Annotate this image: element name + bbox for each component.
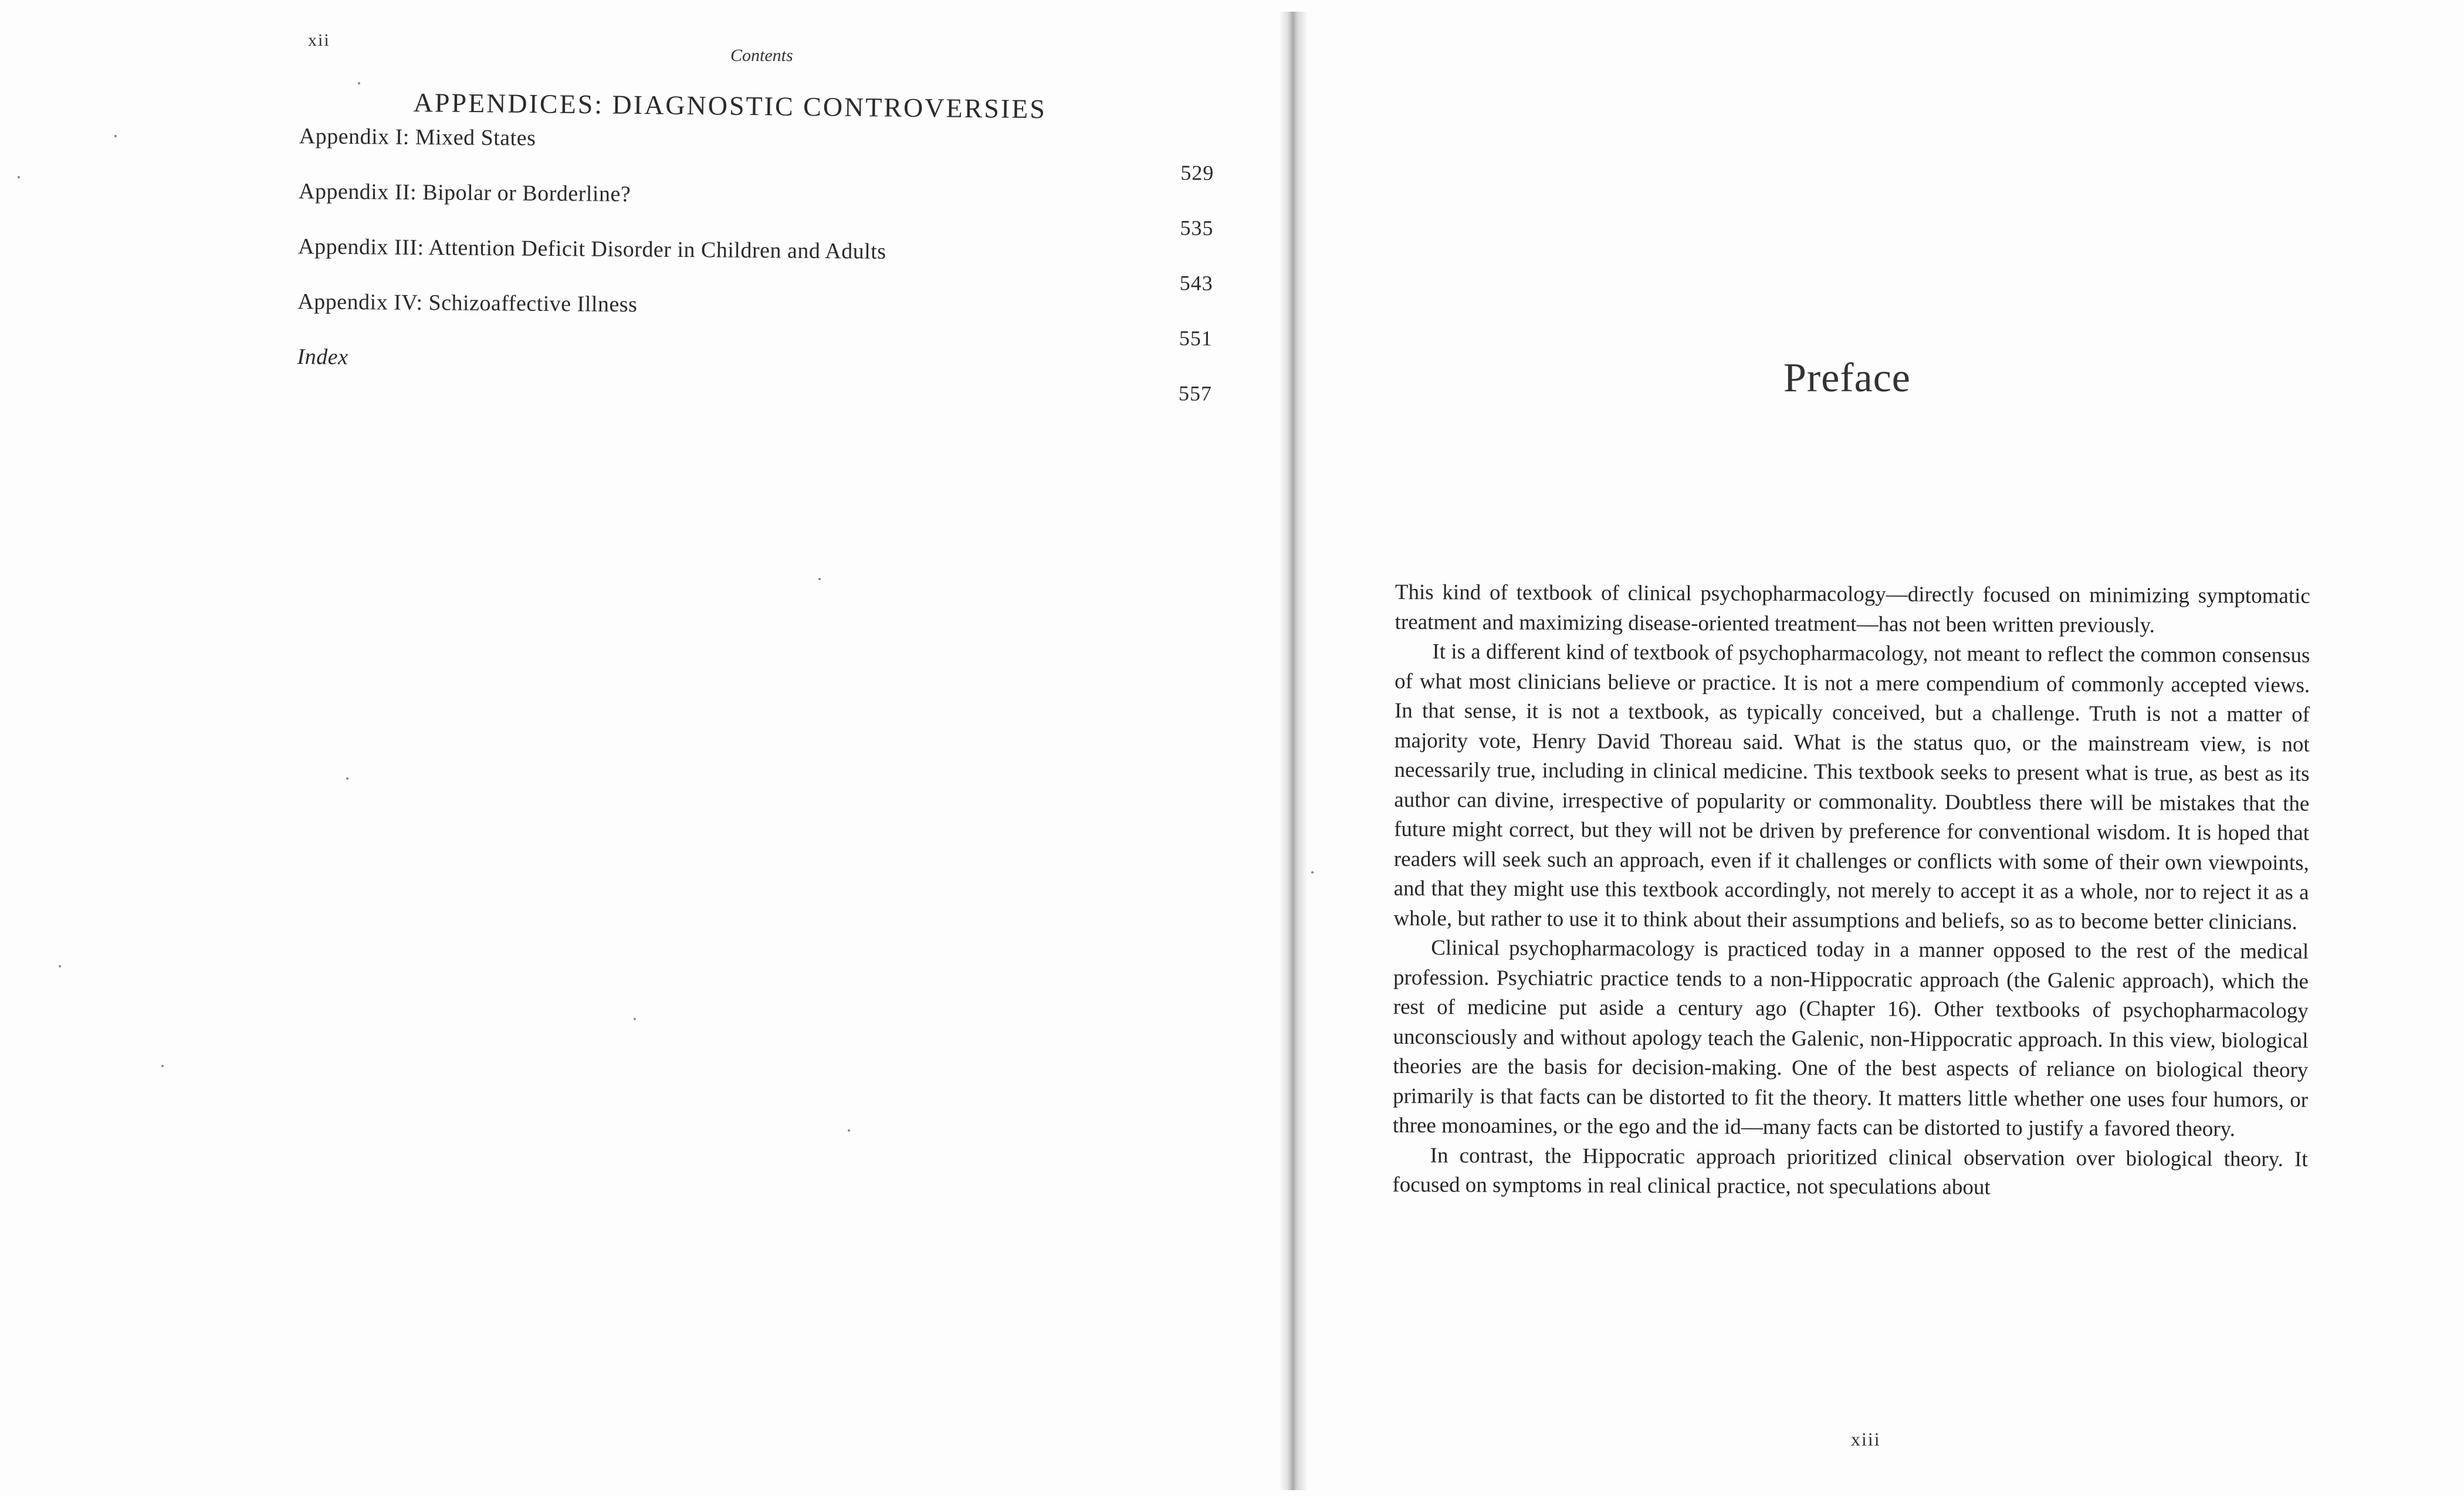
page-number: xiii [1851, 1429, 1881, 1450]
toc-entry-title: Appendix IV: Schizoaffective Illness [297, 289, 638, 317]
paragraph: Clinical psychopharmacology is practiced today in a manner opposed to the rest of the medical profession. Psychiatric practice tends to a non-Hippocratic approach (the Galenic approach), which the rest of medicine put aside a century ago (Chapter 16). Other textbooks of psychopharmacology unconsciously and without apology teach the Galenic, non-Hippocratic approach. In this view, biological theories are the basis for decision-making. One of the best aspects of reliance on biological theory primarily is that facts can be distorted to fit the theory. It matters little whether one uses four humors, or three monoamines, or the ego and the id—many facts can be distorted to justify a favored theory. [1392, 936, 2309, 1142]
table-of-contents [285, 123, 1238, 407]
toc-entry-title: Index [297, 344, 348, 370]
paragraph: It is a different kind of textbook of psychopharmacology, not meant to reflect the common consensus of what most clinicians believe or practice. It is not a mere compendium of commonly accepted views. In that sense, it is not a textbook, as typically conceived, but a challenge. Truth is not a matter of majority vote, Henry David Thoreau said. What is the status quo, or the mainstream view, is not necessarily true, including in clinical medicine. This textbook seeks to present what is true, as best as its author can divine, irrespective of popularity or commonality. Doubtless there will be mistakes that the future might correct, but they will not be driven by preference for conventional wisdom. It is hoped that readers will seek such an approach, even if it challenges or conflicts with some of their own viewpoints, and that they might use this textbook accordingly, not merely to accept it as a whole, nor to reject it as a whole, but rather to use it to think about their assumptions and beliefs, so as to become better clinicians. [1393, 639, 2310, 935]
scan-speck [59, 965, 61, 967]
preface-body [1392, 578, 2310, 1204]
paragraph: This kind of textbook of clinical psychopharmacology—directly focused on minimizing symptomatic treatment and maximizing disease-oriented treatment—has not been written previously. [1395, 580, 2310, 638]
toc-entry-title: Appendix III: Attention Deficit Disorder in Children and Adults [297, 234, 886, 264]
toc-entry-page: 529 [1180, 161, 1214, 185]
toc-entry [286, 233, 1237, 297]
toc-entry-title: Appendix I: Mixed States [299, 124, 536, 151]
scan-speck [848, 1129, 850, 1132]
book-gutter [1279, 12, 1308, 1490]
section-heading: APPENDICES: DIAGNOSTIC CONTROVERSIES [413, 87, 1047, 124]
toc-entry-page: 557 [1178, 381, 1213, 405]
scan-speck [18, 176, 20, 178]
toc-entry [287, 123, 1238, 187]
toc-entry-page: 543 [1179, 271, 1213, 295]
scan-speck [161, 1065, 164, 1067]
scan-speck [1311, 871, 1314, 874]
toc-entry [286, 289, 1237, 352]
toc-entry [285, 344, 1236, 407]
toc-entry-page: 535 [1180, 216, 1214, 240]
page-title: Preface [1783, 356, 1911, 401]
toc-entry-page: 551 [1179, 326, 1213, 350]
scan-speck [358, 82, 360, 84]
paragraph: In contrast, the Hippocratic approach prioritized clinical observation over biological theory. It focused on symptoms in real clinical practice, not speculations about [1392, 1143, 2308, 1200]
scan-speck [114, 135, 117, 137]
running-head: Contents [730, 46, 793, 65]
right-page [1308, 0, 2464, 1496]
toc-entry-title: Appendix II: Bipolar or Borderline? [298, 179, 631, 207]
scan-speck [634, 1018, 636, 1020]
scan-speck [346, 777, 348, 780]
toc-entry [286, 178, 1237, 242]
page-number: xii [308, 31, 330, 50]
scan-speck [818, 578, 821, 580]
